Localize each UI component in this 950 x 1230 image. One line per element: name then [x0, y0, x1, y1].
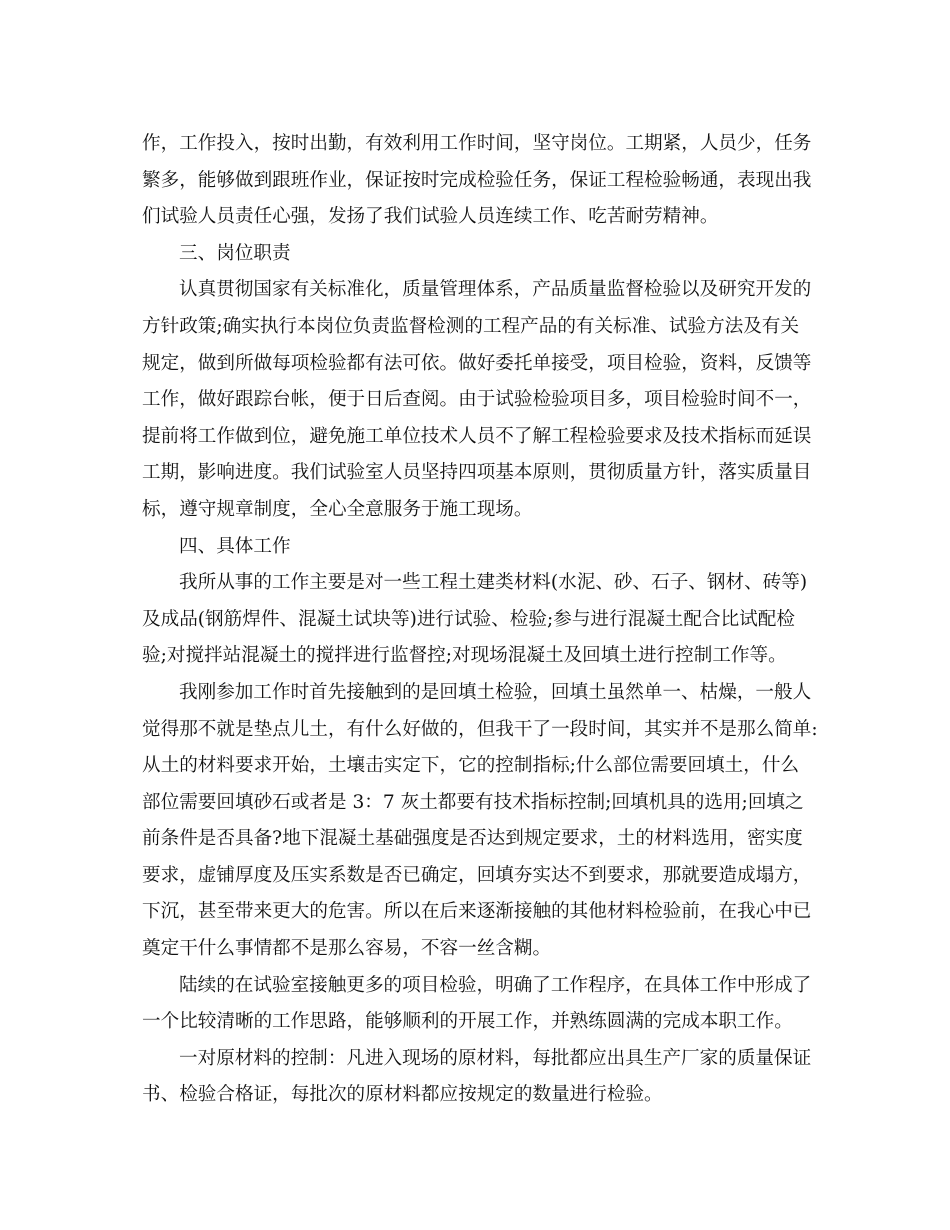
paragraph-p6: [142, 1041, 814, 1114]
text-line: 验;对搅拌站混凝土的搅拌进行监督控;对现场混凝土及回填土进行控制工作等。: [142, 645, 787, 667]
text-line: 繁多，能够做到跟班作业，保证按时完成检验任务，保证工程检验畅通，表现出我: [142, 169, 812, 191]
heading-text: 三、岗位职责: [179, 242, 291, 264]
text-line: 工作，做好跟踪台帐，便于日后查阅。由于试验检验项目多，项目检验时间不一，: [142, 389, 812, 411]
text-line: 要求，虚铺厚度及压实系数是否已确定，回填夯实达不到要求，那就要造成塌方，: [142, 864, 812, 886]
text-line: 作，工作投入，按时出勤，有效利用工作时间，坚守岗位。工期紧，人员少，任务: [142, 133, 812, 154]
text-line: 从土的材料要求开始，土壤击实定下，它的控制指标;什么部位需要回填土，什么: [142, 755, 800, 777]
text-line: 觉得那不就是垫点儿土，有什么好做的，但我干了一段时间，其实并不是那么简单:: [142, 718, 818, 740]
text-line: 下沉，甚至带来更大的危害。所以在后来逐渐接触的其他材料检验前，在我心中已: [142, 901, 812, 923]
text-line: 规定，做到所做每项检验都有法可依。做好委托单接受，项目检验，资料，反馈等: [142, 352, 812, 374]
text-line: 我刚参加工作时首先接触到的是回填土检验，回填土虽然单一、枯燥，一般人: [179, 681, 812, 703]
text-line: 标，遵守规章制度，全心全意服务于施工现场。: [142, 498, 533, 520]
text-line: 部位需要回填砂石或者是 3：7 灰土都要有技术指标控制;回填机具的选用;回填之: [142, 791, 804, 813]
text-line: 书、检验合格证，每批次的原材料都应按规定的数量进行检验。: [142, 1084, 663, 1106]
document-body: [142, 126, 818, 1114]
text-line: 陆续的在试验室接触更多的项目检验，明确了工作程序，在具体工作中形成了: [179, 974, 812, 996]
paragraph-p4: [142, 675, 818, 968]
text-line: 奠定干什么事情都不是那么容易，不容一丝含糊。: [142, 938, 552, 960]
paragraph-p3: [142, 565, 814, 675]
text-line: 前条件是否具备?地下混凝土基础强度是否达到规定要求，土的材料选用，密实度: [142, 828, 803, 850]
heading-text: 四、具体工作: [179, 535, 291, 557]
text-line: 及成品(钢筋焊件、混凝土试块等)进行试验、检验;参与进行混凝土配合比试配检: [142, 608, 795, 630]
text-line: 方针政策;确实执行本岗位负责监督检测的工程产品的有关标准、试验方法及有关: [142, 315, 800, 337]
text-line: 工期，影响进度。我们试验室人员坚持四项基本原则，贯彻质量方针，落实质量目: [142, 462, 812, 484]
paragraph-p1: [142, 126, 814, 236]
section-heading-4: [142, 529, 814, 566]
section-heading-3: [142, 236, 814, 273]
text-line: 们试验人员责任心强，发扬了我们试验人员连续工作、吃苦耐劳精神。: [142, 206, 719, 228]
paragraph-p5: [142, 968, 814, 1041]
text-line: 我所从事的工作主要是对一些工程土建类材料(水泥、砂、石子、钢材、砖等): [179, 572, 808, 594]
text-line: 一个比较清晰的工作思路，能够顺利的开展工作，并熟练圆满的完成本职工作。: [142, 1011, 793, 1033]
text-line: 认真贯彻国家有关标准化，质量管理体系，产品质量监督检验以及研究开发的: [179, 279, 812, 301]
text-line: 提前将工作做到位，避免施工单位技术人员不了解工程检验要求及技术指标而延误: [142, 425, 812, 447]
text-line: 一对原材料的控制：凡进入现场的原材料，每批都应出具生产厂家的质量保证: [179, 1047, 812, 1069]
paragraph-p2: [142, 272, 814, 528]
